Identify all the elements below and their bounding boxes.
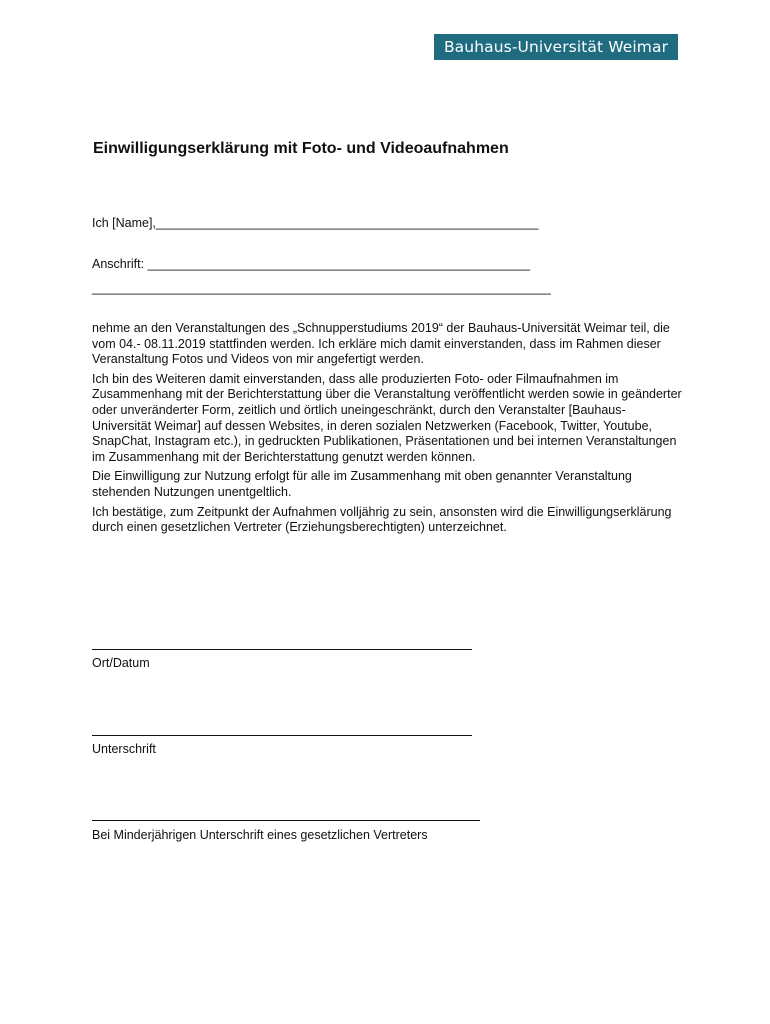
guardian-signature-label: Bei Minderjährigen Unterschrift eines gesetzlichen Vertreters — [92, 828, 428, 842]
signature-label: Unterschrift — [92, 742, 156, 756]
consent-paragraph-participation: nehme an den Veranstaltungen des „Schnupperstudiums 2019“ der Bauhaus-Universität Weimar teil, die vom 04.- 08.11.2019 stattfinden werden. Ich erkläre mich damit einverstanden, dass im Rahmen dieser Veranstaltung Fotos und Videos von mir angefertigt werden. — [92, 321, 670, 367]
university-logo: Bauhaus-Universität Weimar — [434, 34, 678, 60]
consent-paragraph-free-of-charge: Die Einwilligung zur Nutzung erfolgt für alle im Zusammenhang mit oben genannter Veranstaltung stehenden Nutzungen unentgeltlich. — [92, 469, 632, 499]
address-field-line-1: Anschrift: _______________________________________________________ — [92, 257, 530, 271]
guardian-signature-line — [92, 820, 480, 821]
address-field-line-2: __________________________________________________________________ — [92, 281, 551, 295]
consent-paragraph-age-confirmation: Ich bestätige, zum Zeitpunkt der Aufnahmen volljährig zu sein, ansonsten wird die Einwilligungserklärung durch einen gesetzlichen Vertreter (Erziehungsberechtigten) unterzeichnet. — [92, 504, 672, 535]
document-title: Einwilligungserklärung mit Foto- und Videoaufnahmen — [93, 140, 509, 157]
name-field-line: Ich [Name],_______________________________________________________ — [92, 216, 539, 230]
consent-paragraph-publication: Ich bin des Weiteren damit einverstanden, dass alle produzierten Foto- oder Filmaufnahmen im Zusammenhang mit der Berichterstattung über die Veranstaltung veröffentlicht werden sowie in geänderter oder unveränderter Form, zeitlich und örtlich uneingeschränkt, durch den Veranstalter [Bauhaus-Universität Weimar] auf dessen Websites, in deren sozialen Netzwerken (Facebook, Twitter, Youtube, SnapChat, Instagram etc.), in gedruckten Publikationen, Präsentationen und bei internen Veranstaltungen im Zusammenhang mit der Berichterstattung genutzt werden können. — [92, 371, 682, 464]
signature-line — [92, 735, 472, 736]
place-date-signature-line — [92, 649, 472, 650]
place-date-label: Ort/Datum — [92, 656, 150, 670]
consent-body — [92, 321, 682, 540]
